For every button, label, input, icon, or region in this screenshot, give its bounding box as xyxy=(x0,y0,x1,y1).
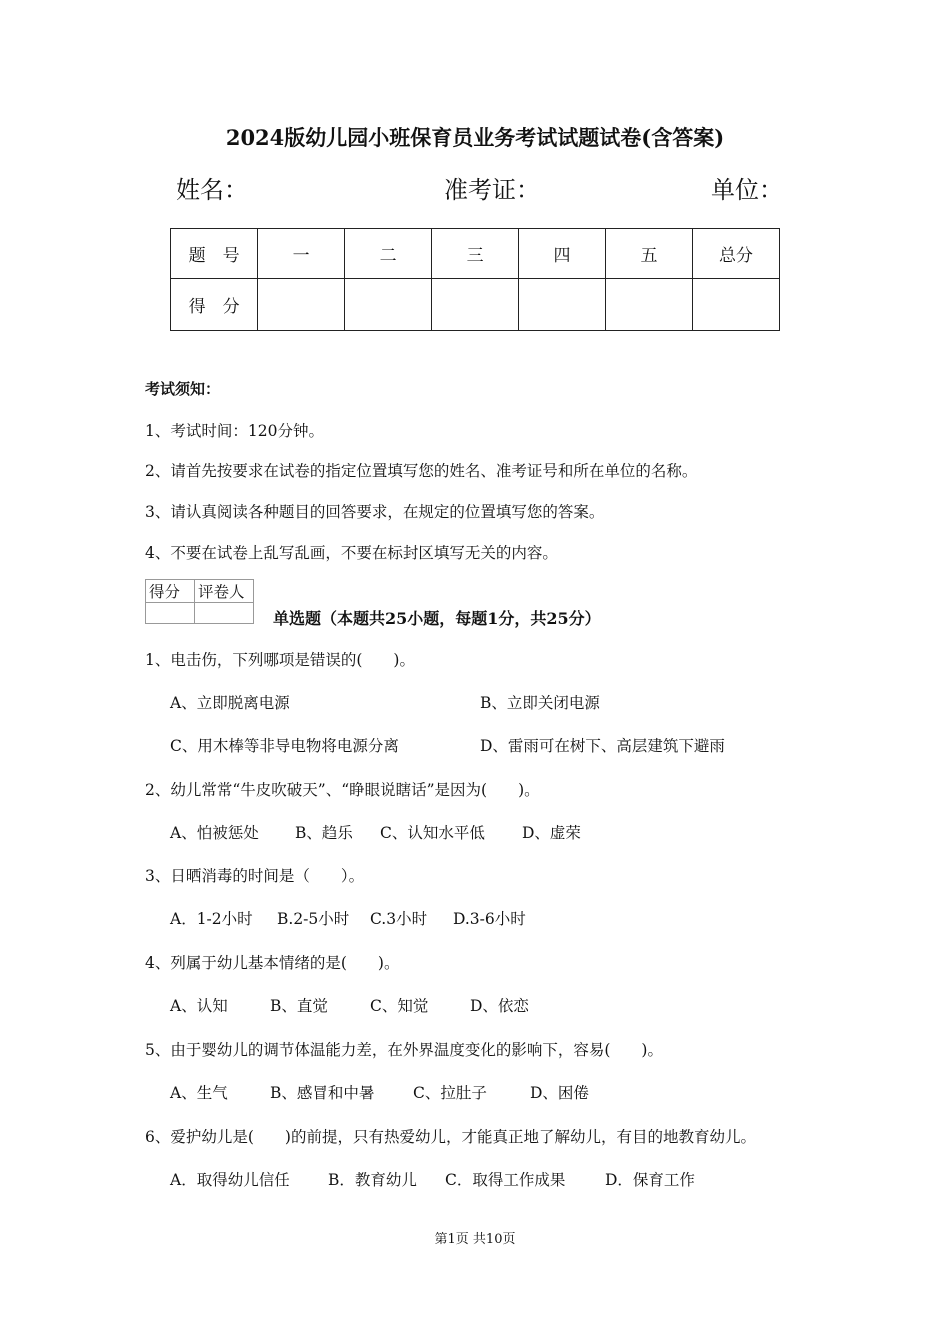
question-stem: 6、爱护幼儿是( )的前提，只有热爱幼儿，才能真正地了解幼儿，有目的地教育幼儿。 xyxy=(145,1128,756,1146)
option-d: D、虚荣 xyxy=(522,824,581,842)
notice-heading: 考试须知： xyxy=(145,380,221,398)
option-b: B.2-5小时 xyxy=(277,910,350,928)
question-stem: 2、幼儿常常“牛皮吹破天”、“睁眼说瞎话”是因为( )。 xyxy=(145,781,540,799)
question-stem: 4、列属于幼儿基本情绪的是( )。 xyxy=(145,954,400,972)
score-table-row-label: 得 分 xyxy=(171,279,258,331)
option-a: A、立即脱离电源 xyxy=(170,694,290,712)
document-title: 2024版幼儿园小班保育员业务考试试题试卷(含答案) xyxy=(225,125,725,150)
option-b: B、感冒和中暑 xyxy=(270,1084,375,1102)
option-d: D、困倦 xyxy=(530,1084,589,1102)
score-input-cell[interactable] xyxy=(606,279,693,331)
grader-box xyxy=(145,579,254,624)
score-table-cell: 三 xyxy=(432,229,519,279)
option-c: C、拉肚子 xyxy=(413,1084,487,1102)
score-table-header-row xyxy=(171,229,780,279)
score-table-cell: 五 xyxy=(606,229,693,279)
question-stem: 5、由于婴幼儿的调节体温能力差，在外界温度变化的影响下，容易( )。 xyxy=(145,1041,663,1059)
question-stem: 1、电击伤，下列哪项是错误的( )。 xyxy=(145,651,415,669)
score-table-cell: 题 号 xyxy=(171,229,258,279)
score-input-cell[interactable] xyxy=(345,279,432,331)
option-b: B．教育幼儿 xyxy=(328,1171,417,1189)
score-input-cell[interactable] xyxy=(692,279,779,331)
option-c: C.3小时 xyxy=(370,910,428,928)
notice-item: 2、请首先按要求在试卷的指定位置填写您的姓名、准考证号和所在单位的名称。 xyxy=(145,462,698,480)
notice-item: 4、不要在试卷上乱写乱画，不要在标封区填写无关的内容。 xyxy=(145,544,558,562)
score-input-cell[interactable] xyxy=(258,279,345,331)
option-d: D、依恋 xyxy=(470,997,529,1015)
option-a: A、认知 xyxy=(170,997,228,1015)
option-a: A．取得幼儿信任 xyxy=(170,1171,290,1189)
option-a: A、生气 xyxy=(170,1084,228,1102)
grader-score-label: 得分 xyxy=(146,580,195,603)
score-table-cell: 四 xyxy=(519,229,606,279)
option-a: A、怕被惩处 xyxy=(170,824,259,842)
question-stem: 3、日晒消毒的时间是（ ）。 xyxy=(145,867,365,885)
option-c: C、用木棒等非导电物将电源分离 xyxy=(170,737,399,755)
section-heading: 单选题（本题共25小题，每题1分，共25分） xyxy=(273,609,601,628)
grader-score-cell[interactable] xyxy=(146,603,195,624)
option-b: B、趋乐 xyxy=(295,824,353,842)
option-d: D、雷雨可在树下、高层建筑下避雨 xyxy=(480,737,725,755)
score-table-cell: 二 xyxy=(345,229,432,279)
option-c: C．取得工作成果 xyxy=(445,1171,566,1189)
option-d: D．保育工作 xyxy=(605,1171,695,1189)
score-table-cell: 总分 xyxy=(692,229,779,279)
score-input-cell[interactable] xyxy=(432,279,519,331)
option-c: C、认知水平低 xyxy=(380,824,485,842)
option-b: B、立即关闭电源 xyxy=(480,694,600,712)
score-table xyxy=(170,228,780,331)
option-b: B、直觉 xyxy=(270,997,328,1015)
score-table-cell: 一 xyxy=(258,229,345,279)
exam-id-field-label: 准考证： xyxy=(444,176,540,204)
name-field-label: 姓名： xyxy=(176,176,248,204)
notice-item: 3、请认真阅读各种题目的回答要求，在规定的位置填写您的答案。 xyxy=(145,503,605,521)
score-table-score-row xyxy=(171,279,780,331)
option-c: C、知觉 xyxy=(370,997,429,1015)
grader-reviewer-cell[interactable] xyxy=(195,603,254,624)
page-footer: 第1页 共10页 xyxy=(434,1232,516,1247)
score-input-cell[interactable] xyxy=(519,279,606,331)
unit-field-label: 单位： xyxy=(711,176,783,204)
option-a: A．1-2小时 xyxy=(170,910,253,928)
option-d: D.3-6小时 xyxy=(453,910,526,928)
notice-item: 1、考试时间：120分钟。 xyxy=(145,422,324,440)
grader-reviewer-label: 评卷人 xyxy=(195,580,254,603)
